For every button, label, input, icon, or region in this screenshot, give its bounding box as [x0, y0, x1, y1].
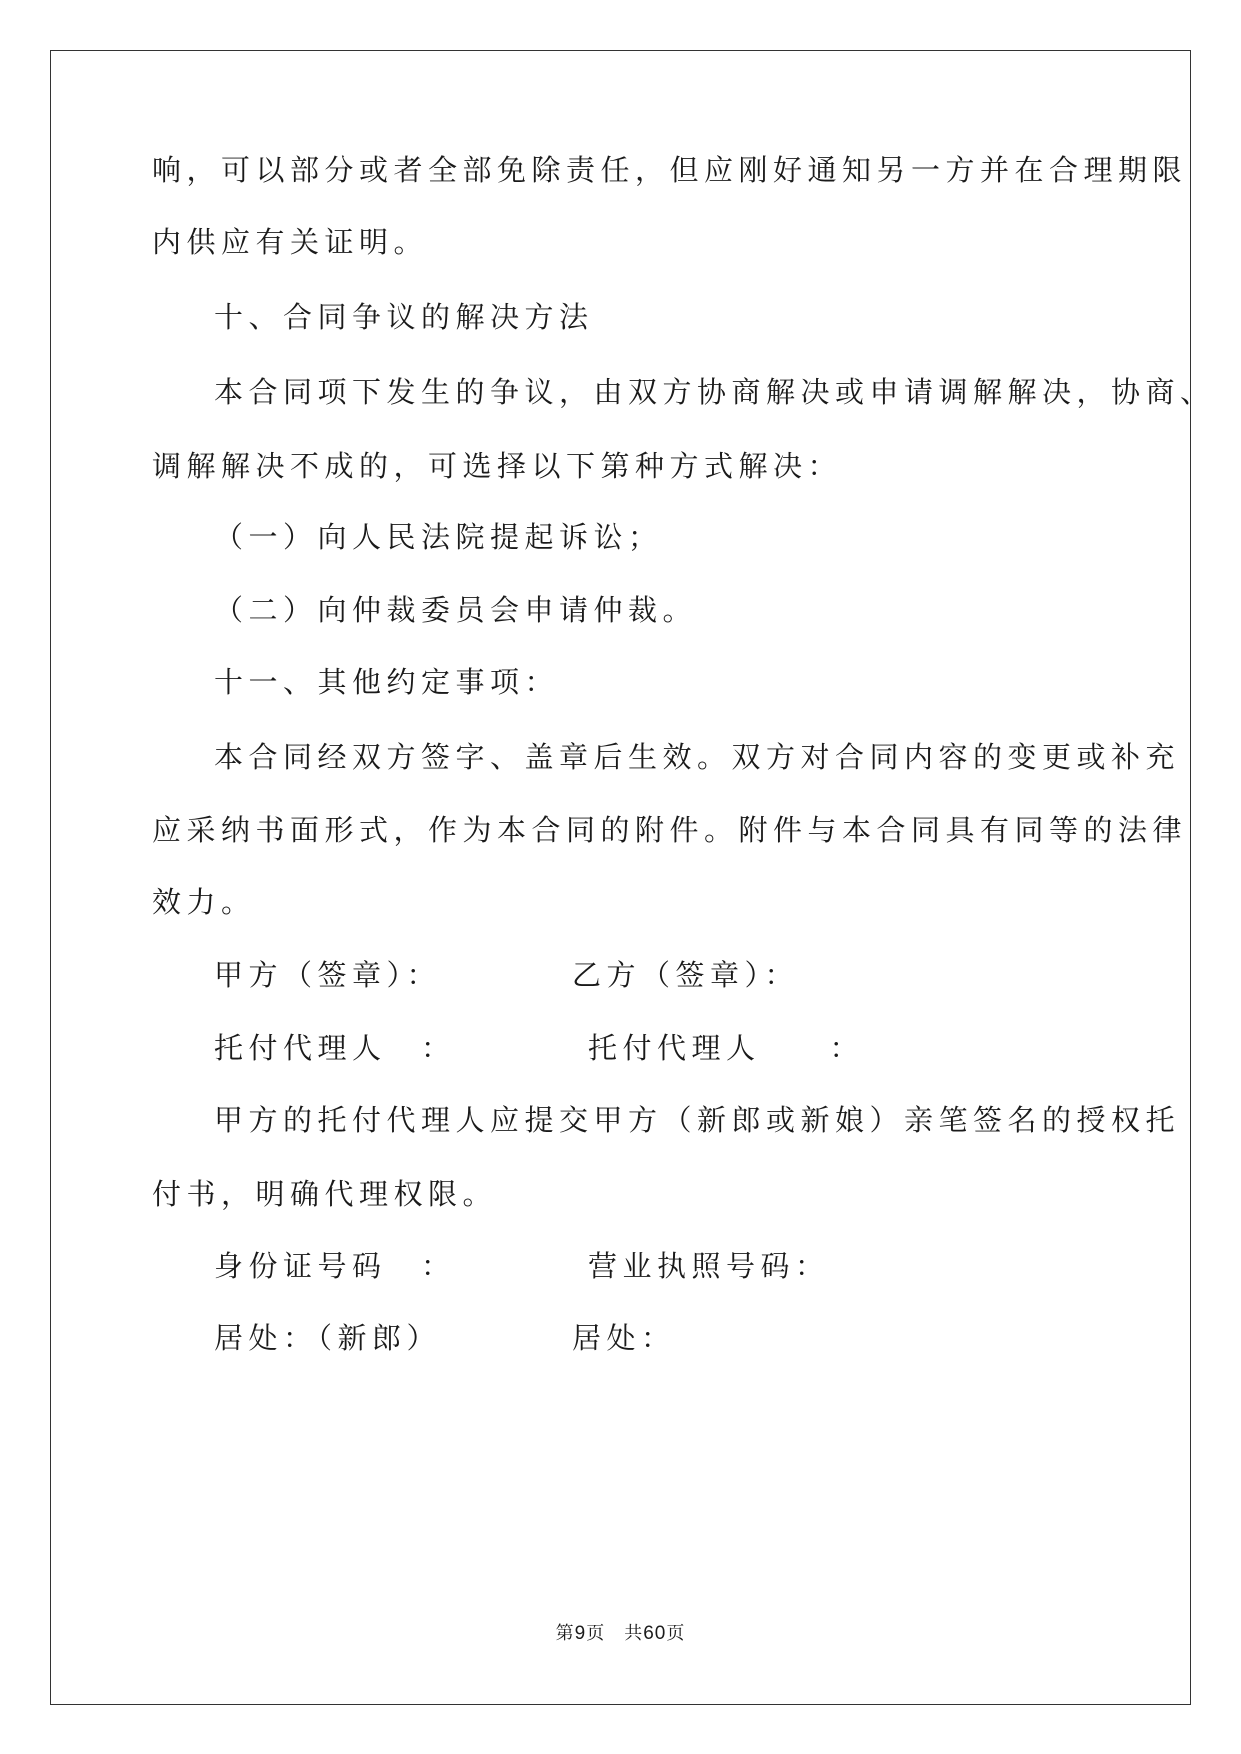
section-heading-10: 十、合同争议的解决方法	[214, 300, 594, 334]
paragraph-line: 调解解决不成的，可选择以下第种方式解决：	[152, 449, 843, 483]
paragraph-line: 效力。	[152, 885, 256, 919]
paragraph-line: 付书，明确代理权限。	[152, 1177, 498, 1211]
paragraph-line: 本合同项下发生的争议，由双方协商解决或申请调解解决，协商、	[214, 375, 1215, 409]
paragraph-line: 甲方的托付代理人应提交甲方（新郎或新娘）亲笔签名的授权托	[214, 1103, 1181, 1137]
paragraph-line: 本合同经双方签字、盖章后生效。双方对合同内容的变更或补充	[214, 740, 1181, 774]
party-b-signature-label: 乙方（签章）：	[572, 958, 800, 992]
party-a-signature-label: 甲方（签章）：	[214, 958, 442, 992]
business-license-label: 营业执照号码：	[588, 1249, 830, 1283]
total-page-count: 60	[643, 1623, 667, 1644]
paragraph-line: 应采纳书面形式，作为本合同的附件。附件与本合同具有同等的法律	[152, 813, 1188, 847]
party-b-agent-label: 托付代理人 ：	[588, 1031, 865, 1065]
dispute-option-2: （二）向仲裁委员会申请仲裁。	[214, 593, 698, 627]
current-page-number: 9	[574, 1623, 587, 1644]
footer-prefix: 第	[555, 1623, 575, 1644]
footer-suffix: 页	[666, 1623, 686, 1644]
party-a-address-label: 居处：（新郎）	[214, 1321, 442, 1355]
footer-mid: 页 共	[586, 1623, 644, 1644]
party-b-address-label: 居处：	[572, 1321, 676, 1355]
paragraph-line: 内供应有关证明。	[152, 225, 429, 259]
party-a-agent-label: 托付代理人 ：	[214, 1031, 456, 1065]
id-number-label: 身份证号码 ：	[214, 1249, 456, 1283]
page-number-footer	[0, 1622, 1241, 1646]
dispute-option-1: （一）向人民法院提起诉讼；	[214, 520, 663, 554]
paragraph-line: 响，可以部分或者全部免除责任，但应刚好通知另一方并在合理期限	[152, 153, 1188, 187]
section-heading-11: 十一、其他约定事项：	[214, 665, 560, 699]
